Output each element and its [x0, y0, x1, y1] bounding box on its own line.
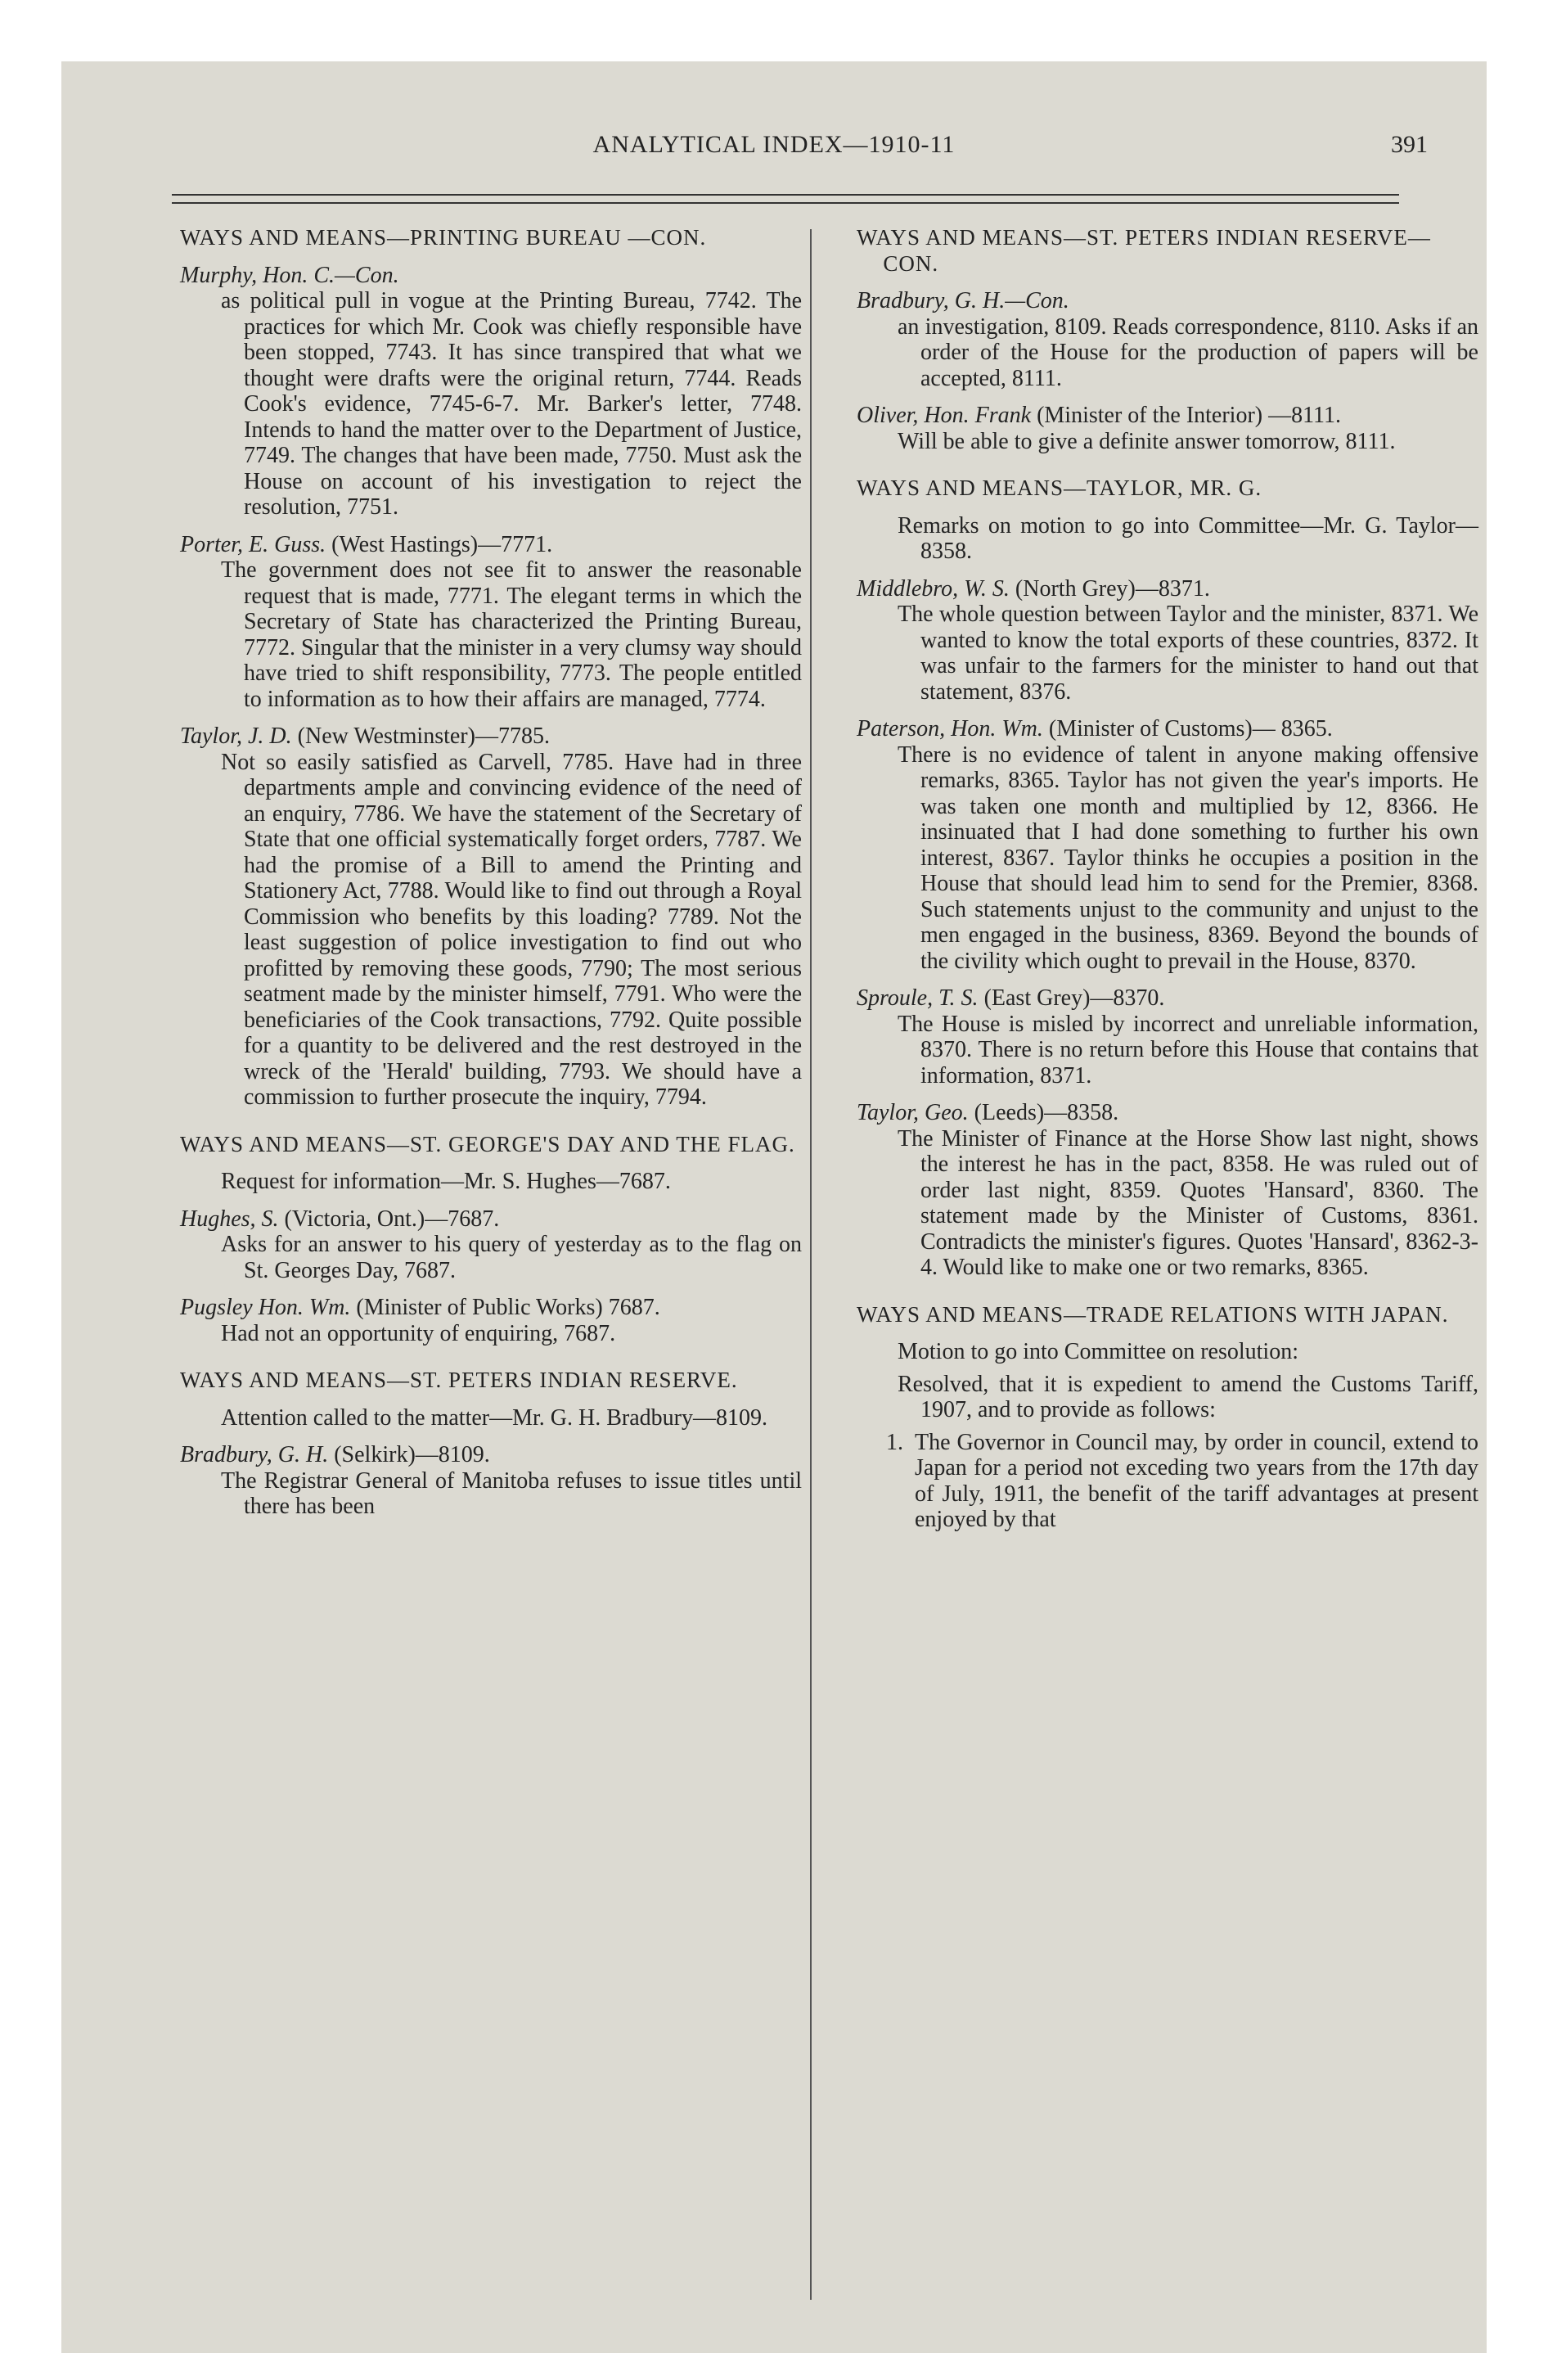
- section-heading: WAYS AND MEANS—ST. GEORGE'S DAY AND THE FLAG.: [180, 1131, 795, 1156]
- section-note: Request for information—Mr. S. Hughes—7687.: [221, 1169, 671, 1194]
- entry-text: an investigation, 8109. Reads correspondence, 8110. Asks if an order of the House for the production of papers will be accepted, 8111.: [898, 313, 1478, 391]
- right-column: [857, 225, 1478, 1533]
- section-note: Remarks on motion to go into Committee—Mr. G. Taylor—8358.: [898, 512, 1478, 564]
- speaker-line: [857, 1100, 1478, 1126]
- speaker-name: Porter, E. Guss.: [180, 531, 326, 557]
- page-number: 391: [1391, 131, 1428, 158]
- speaker-name: Pugsley Hon. Wm.: [180, 1295, 351, 1320]
- speaker-name: Paterson, Hon. Wm.: [857, 716, 1043, 741]
- running-title: ANALYTICAL INDEX—1910-11: [592, 131, 956, 158]
- speaker-line: [180, 532, 802, 558]
- speaker-name: Middlebro, W. S.: [857, 575, 1010, 602]
- entry-text: There is no evidence of talent in anyone making offensive remarks, 8365. Taylor has not given the year's imports. He was taken one month and multiplied by 12, 8366. He insinuated that I had done something to further his own interest, 8367. Taylor thinks he occupies a position in the House that should lead him to send for the Premier, 8368. Such statements unjust to the community and unjust to the men engaged in the business, 8369. Beyond the bounds of the civility which ought to prevail in the House, 8370.: [898, 741, 1478, 974]
- speaker-line: [180, 1295, 802, 1321]
- speaker-line: [857, 716, 1478, 742]
- section-heading: WAYS AND MEANS—ST. PETERS INDIAN RESERVE—CON.: [857, 225, 1431, 276]
- resolution-item: [857, 1430, 1478, 1533]
- speaker-line: [857, 403, 1478, 429]
- speaker-name: Murphy, Hon. C.—Con.: [180, 262, 399, 288]
- speaker-name: Bradbury, G. H.—Con.: [857, 288, 1069, 313]
- speaker-line: [857, 576, 1478, 602]
- column-divider: [810, 229, 812, 2300]
- speaker-line: [180, 1206, 802, 1233]
- entry-text: as political pull in vogue at the Printing Bureau, 7742. The practices for which Mr. Cook was chiefly responsible have been stopped, 7743. It has since transpired that what we thought were drafts were the original return, 7744. Reads Cook's evidence, 7745-6-7. Mr. Barker's letter, 7748. Intends to hand the matter over to the Department of Justice, 7749. The changes that have been made, 7750. Must ask the House on account of his investigation to reject the resolution, 7751.: [221, 288, 802, 520]
- section-heading: WAYS AND MEANS—ST. PETERS INDIAN RESERVE.: [180, 1368, 738, 1392]
- entry-text: The House is misled by incorrect and unreliable information, 8370. There is no return before this House that contains that information, 8371.: [898, 1011, 1478, 1089]
- header-rule-bottom: [172, 202, 1399, 204]
- entry-text: Asks for an answer to his query of yesterday as to the flag on St. Georges Day, 7687.: [221, 1232, 802, 1283]
- item-text: The Governor in Council may, by order in council, extend to Japan for a period not exceding two years from the 17th day of July, 1911, the benefit of the tariff advantages at present enjoyed by that: [915, 1429, 1478, 1532]
- speaker-name: Sproule, T. S.: [857, 985, 979, 1011]
- speaker-affiliation: (Victoria, Ont.)—7687.: [284, 1206, 500, 1232]
- speaker-name: Hughes, S.: [180, 1206, 279, 1232]
- speaker-affiliation: (Minister of Public Works) 7687.: [356, 1295, 660, 1320]
- speaker-name: Taylor, J. D.: [180, 723, 292, 749]
- speaker-affiliation: (New Westminster)—7785.: [297, 723, 550, 749]
- speaker-affiliation: (West Hastings)—7771.: [331, 531, 553, 557]
- entry-text: Not so easily satisfied as Carvell, 7785. Have had in three departments ample and convincing evidence of the need of an enquiry, 7786. We have the statement of the Secretary of State that one official systematically forget orders, 7787. We had the promise of a Bill to amend the Printing and Stationery Act, 7788. Would like to find out through a Royal Commission who benefits by this loading? 7789. Not the least suggestion of police investigation to find out who profitted by removing these goods, 7790; The most serious seatment made by the minister himself, 7791. Who were the beneficiaries of the Cook transactions, 7792. Quite possible for a quantity to be delivered and the rest destroyed in the wreck of the 'Herald' building, 7793. We should have a commission to further prosecute the inquiry, 7794.: [221, 749, 802, 1110]
- left-column: [180, 225, 802, 1520]
- section-heading: WAYS AND MEANS—PRINTING BUREAU —CON.: [180, 225, 707, 250]
- speaker-affiliation: (North Grey)—8371.: [1015, 575, 1210, 602]
- speaker-affiliation: (Selkirk)—8109.: [334, 1442, 490, 1467]
- speaker-line: [180, 723, 802, 750]
- speaker-name: Bradbury, G. H.: [180, 1442, 329, 1467]
- speaker-name: Taylor, Geo.: [857, 1100, 969, 1125]
- speaker-line: [857, 985, 1478, 1012]
- entry-text: The whole question between Taylor and the minister, 8371. We wanted to know the total exports of these countries, 8372. It was unfair to the farmers for the minister to hand out that statement, 8376.: [898, 602, 1478, 705]
- entry-text: The Registrar General of Manitoba refuses to issue titles until there has been: [221, 1467, 802, 1519]
- entry-text: Will be able to give a definite answer tomorrow, 8111.: [898, 428, 1396, 454]
- section-heading: WAYS AND MEANS—TRADE RELATIONS WITH JAPAN.: [857, 1301, 1449, 1327]
- resolution-text: Resolved, that it is expedient to amend the Customs Tariff, 1907, and to provide as follows:: [898, 1371, 1478, 1422]
- section-note: Attention called to the matter—Mr. G. H. Bradbury—8109.: [221, 1404, 767, 1431]
- speaker-affiliation: (Leeds)—8358.: [974, 1100, 1119, 1125]
- scanned-page: [61, 61, 1487, 2353]
- header-rule-top: [172, 194, 1399, 196]
- speaker-affiliation: (Minister of the Interior) —8111.: [1037, 403, 1342, 428]
- entry-text: The government does not see fit to answer the reasonable request that is made, 7771. The elegant terms in which the Secretary of State has characterized the Printing Bureau, 7772. Singular that the minister in a very clumsy way should have tried to shift responsibility, 7773. The people entitled to information as to how their affairs are managed, 7774.: [221, 557, 803, 712]
- speaker-affiliation: (East Grey)—8370.: [983, 985, 1165, 1011]
- page-header: [61, 131, 1487, 180]
- section-heading: WAYS AND MEANS—TAYLOR, MR. G.: [857, 476, 1262, 500]
- entry-text: The Minister of Finance at the Horse Show last night, shows the interest he has in the pact, 8358. He was ruled out of order last night, 8359. Quotes 'Hansard', 8360. The statement made by the Minister of Customs, 8361. Contradicts the minister's figures. Quotes 'Hansard', 8362-3-4. Would like to make one or two remarks, 8365.: [898, 1125, 1478, 1280]
- item-number: 1.: [886, 1429, 903, 1455]
- speaker-name: Oliver, Hon. Frank: [857, 403, 1032, 428]
- motion-text: Motion to go into Committee on resolution:: [898, 1339, 1298, 1364]
- speaker-affiliation: (Minister of Customs)— 8365.: [1048, 716, 1333, 741]
- entry-text: Had not an opportunity of enquiring, 7687.: [221, 1320, 616, 1346]
- speaker-line: [180, 1442, 802, 1468]
